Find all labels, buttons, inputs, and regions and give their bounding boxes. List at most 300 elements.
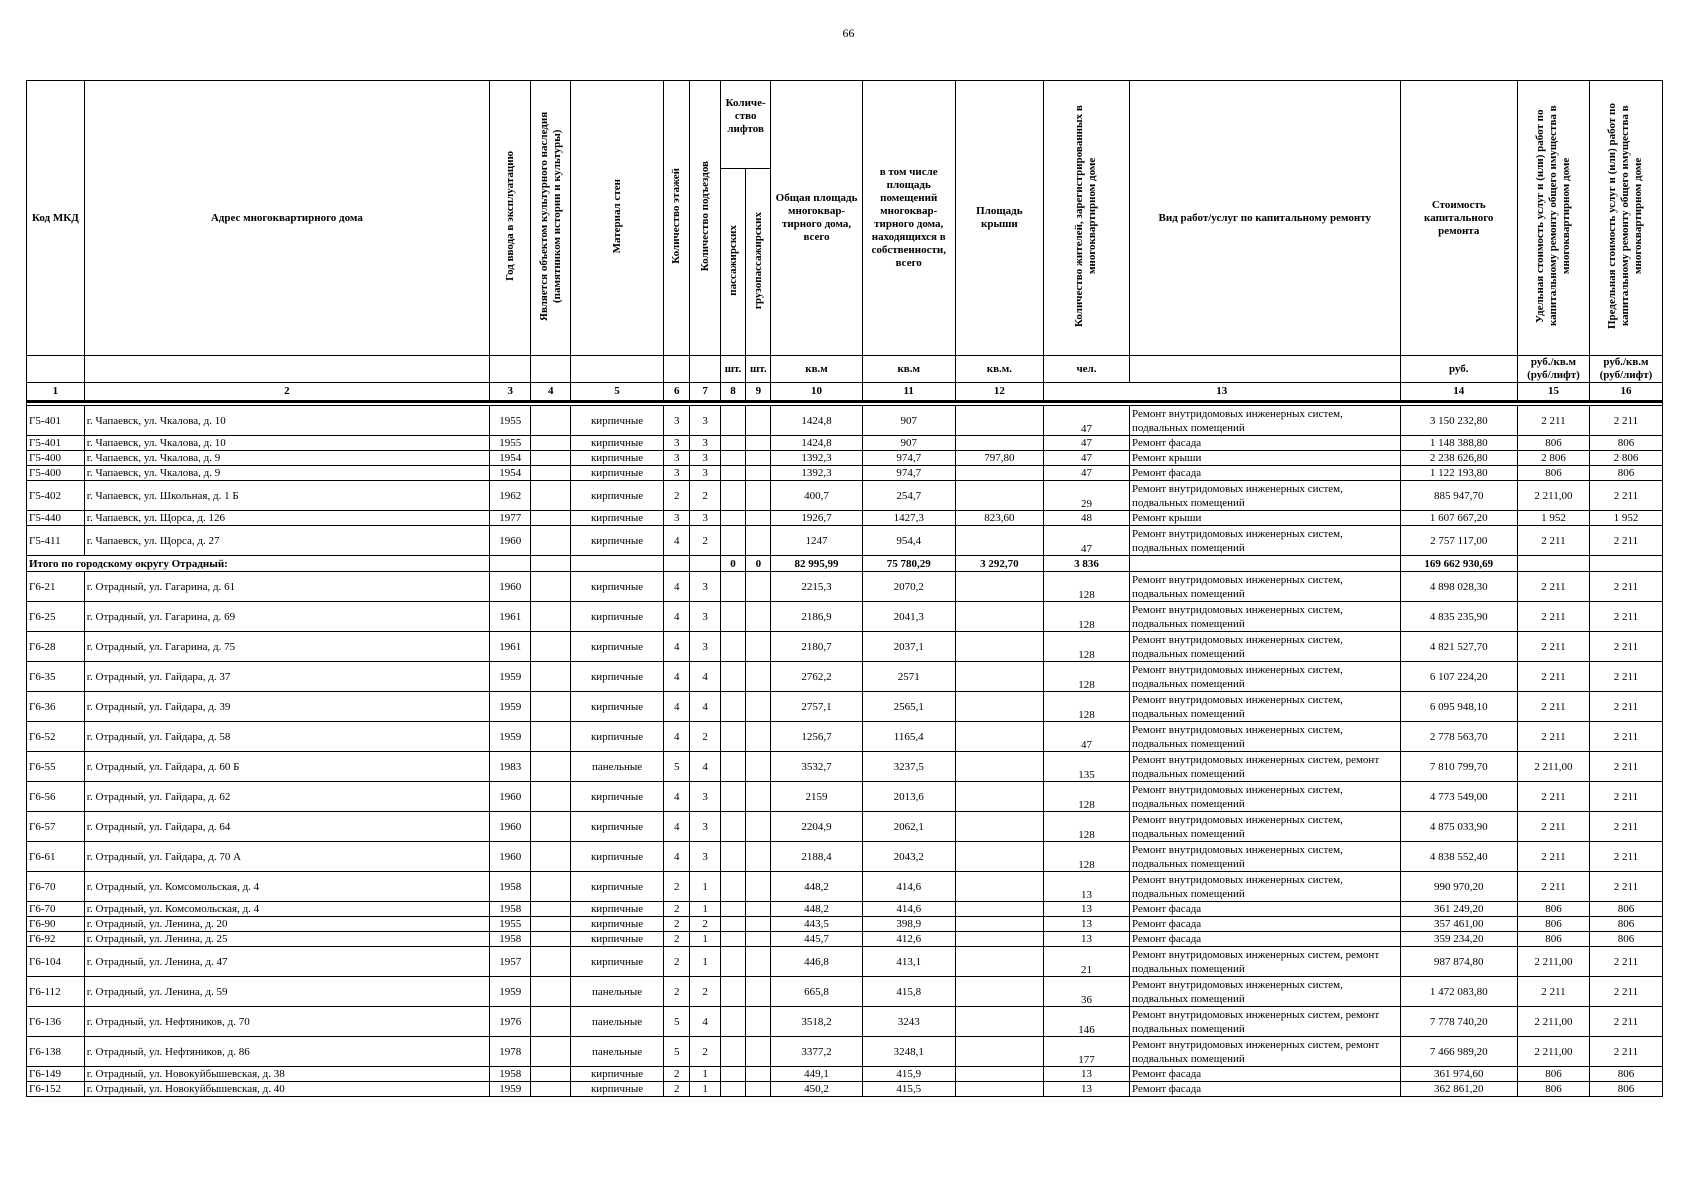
cell-address: г. Отрадный, ул. Новокуйбышевская, д. 38 [84, 1067, 489, 1082]
cell-max-cost: 806 [1589, 466, 1662, 481]
cell-total-area: 450,2 [771, 1082, 862, 1097]
cell-wall: кирпичные [570, 662, 663, 692]
cell-floors: 4 [664, 662, 690, 692]
cell-max-cost: 2 211 [1589, 977, 1662, 1007]
cell-total-area: 2215,3 [771, 572, 862, 602]
cell-entrances: 1 [690, 872, 720, 902]
table-row [27, 782, 1663, 812]
cell-total-area: 2186,9 [771, 602, 862, 632]
table-row [27, 632, 1663, 662]
cell-address: г. Отрадный, ул. Гайдара, д. 64 [84, 812, 489, 842]
cell-roof-area: 797,80 [955, 451, 1043, 466]
cell-work-type: Ремонт внутридомовых инженерных систем, подвальных помещений [1130, 406, 1400, 436]
cell-unit-cost: 2 211 [1518, 602, 1590, 632]
cell-cost: 4 821 527,70 [1400, 632, 1518, 662]
cell-owned-area: 2013,6 [862, 782, 955, 812]
cell-lifts-cargo [746, 1067, 771, 1082]
table-row [27, 662, 1663, 692]
cell-residents: 47 [1043, 406, 1129, 436]
header-year: Год ввода в эксплуатацию [489, 81, 531, 356]
cell-wall: панельные [570, 752, 663, 782]
table-row [27, 902, 1663, 917]
unit-cost: руб. [1400, 356, 1518, 383]
cell-code: Г6-35 [27, 662, 85, 692]
cell-year: 1962 [489, 481, 531, 511]
cell-residents: 128 [1043, 692, 1129, 722]
table-row [27, 917, 1663, 932]
cell-lifts-passenger [720, 526, 745, 556]
cell-residents: 21 [1043, 947, 1129, 977]
unit-owned: кв.м [862, 356, 955, 383]
cell-lifts-passenger [720, 572, 745, 602]
cell-roof-area [955, 662, 1043, 692]
cell-entrances: 3 [690, 466, 720, 481]
cell-roof-area [955, 917, 1043, 932]
cell-entrances: 3 [690, 451, 720, 466]
cell-unit-cost: 2 211,00 [1518, 1007, 1590, 1037]
cell-floors: 2 [664, 917, 690, 932]
table-body [27, 406, 1663, 1097]
table-row [27, 722, 1663, 752]
cell-residents: 47 [1043, 436, 1129, 451]
cell-lifts-cargo [746, 526, 771, 556]
cell-work-type: Ремонт фасада [1130, 932, 1400, 947]
cell-entrances: 1 [690, 1082, 720, 1097]
cell-max-cost: 2 211 [1589, 812, 1662, 842]
cell-address: г. Отрадный, ул. Комсомольская, д. 4 [84, 872, 489, 902]
cell-unit-cost: 806 [1518, 466, 1590, 481]
cell-code: Г6-56 [27, 782, 85, 812]
table-row [27, 451, 1663, 466]
cell-heritage [531, 466, 571, 481]
cell-wall: кирпичные [570, 917, 663, 932]
cell-code: Г6-136 [27, 1007, 85, 1037]
cell-total-area: 2180,7 [771, 632, 862, 662]
cell-cost: 987 874,80 [1400, 947, 1518, 977]
cell-owned-area: 2043,2 [862, 842, 955, 872]
cell-cost: 1 122 193,80 [1400, 466, 1518, 481]
cell-lifts-cargo [746, 977, 771, 1007]
cell-residents: 128 [1043, 602, 1129, 632]
header-total-area: Общая площадь многоквар-тирного дома, всего [771, 81, 862, 356]
cell-total-area: 445,7 [771, 932, 862, 947]
cell-unit-cost: 806 [1518, 1082, 1590, 1097]
cell-roof-area [955, 526, 1043, 556]
table-row [27, 511, 1663, 526]
cell-owned-area: 2037,1 [862, 632, 955, 662]
cell-lifts-passenger [720, 752, 745, 782]
cell-unit-cost: 1 952 [1518, 511, 1590, 526]
unit-max: руб./кв.м (руб/лифт) [1589, 356, 1662, 383]
cell-max-cost: 1 952 [1589, 511, 1662, 526]
table-row [27, 872, 1663, 902]
cell-floors: 3 [664, 436, 690, 451]
cell-roof-area [955, 752, 1043, 782]
column-number: 4 [531, 383, 571, 402]
table-row [27, 572, 1663, 602]
cell-wall: кирпичные [570, 947, 663, 977]
cell-roof-area [955, 1007, 1043, 1037]
column-number: 16 [1589, 383, 1662, 402]
cell-residents: 48 [1043, 511, 1129, 526]
cell-max-cost: 2 211 [1589, 602, 1662, 632]
cell-code: Г6-152 [27, 1082, 85, 1097]
header-roof-area: Площадь крыши [955, 81, 1043, 356]
cell-heritage [531, 1007, 571, 1037]
cell-entrances: 3 [690, 511, 720, 526]
cell-unit-cost: 806 [1518, 932, 1590, 947]
cell-owned-area: 412,6 [862, 932, 955, 947]
cell-residents: 13 [1043, 1067, 1129, 1082]
table-row [27, 436, 1663, 451]
cell-lifts-passenger [720, 602, 745, 632]
total-owned: 75 780,29 [862, 556, 955, 572]
cell-year: 1954 [489, 451, 531, 466]
cell-owned-area: 2571 [862, 662, 955, 692]
cell-year: 1954 [489, 466, 531, 481]
cell-max-cost: 2 211 [1589, 406, 1662, 436]
cell-wall: кирпичные [570, 436, 663, 451]
cell-entrances: 1 [690, 902, 720, 917]
header-entrances: Количество подъездов [690, 81, 720, 356]
table-row [27, 752, 1663, 782]
column-number: 3 [489, 383, 531, 402]
cell-code: Г5-401 [27, 436, 85, 451]
table-row [27, 812, 1663, 842]
cell-max-cost: 2 211 [1589, 722, 1662, 752]
cell-residents: 135 [1043, 752, 1129, 782]
cell-lifts-passenger [720, 947, 745, 977]
cell-wall: кирпичные [570, 451, 663, 466]
unit-total: кв.м [771, 356, 862, 383]
cell-year: 1960 [489, 842, 531, 872]
cell-unit-cost: 2 211 [1518, 406, 1590, 436]
cell-roof-area [955, 722, 1043, 752]
cell-owned-area: 974,7 [862, 466, 955, 481]
cell-owned-area: 907 [862, 436, 955, 451]
cell-total-area: 665,8 [771, 977, 862, 1007]
cell-cost: 362 861,20 [1400, 1082, 1518, 1097]
cell-address: г. Отрадный, ул. Гагарина, д. 75 [84, 632, 489, 662]
cell-heritage [531, 947, 571, 977]
cell-roof-area [955, 947, 1043, 977]
cell-wall: кирпичные [570, 782, 663, 812]
cell-year: 1960 [489, 812, 531, 842]
cell-floors: 2 [664, 932, 690, 947]
cell-residents: 47 [1043, 526, 1129, 556]
cell-unit-cost: 2 211,00 [1518, 1037, 1590, 1067]
cell-lifts-passenger [720, 722, 745, 752]
cell-entrances: 3 [690, 842, 720, 872]
cell-cost: 4 838 552,40 [1400, 842, 1518, 872]
cell-floors: 4 [664, 526, 690, 556]
cell-work-type: Ремонт фасада [1130, 917, 1400, 932]
cell-unit-cost: 2 211 [1518, 722, 1590, 752]
total-cargo: 0 [746, 556, 771, 572]
cell-residents: 36 [1043, 977, 1129, 1007]
cell-wall: кирпичные [570, 511, 663, 526]
cell-code: Г6-70 [27, 872, 85, 902]
cell-max-cost: 2 211 [1589, 662, 1662, 692]
cell-total-area: 448,2 [771, 872, 862, 902]
cell-lifts-cargo [746, 812, 771, 842]
cell-roof-area [955, 481, 1043, 511]
cell-unit-cost: 2 211 [1518, 842, 1590, 872]
cell-entrances: 3 [690, 602, 720, 632]
cell-floors: 4 [664, 782, 690, 812]
cell-wall: кирпичные [570, 872, 663, 902]
cell-max-cost: 2 806 [1589, 451, 1662, 466]
cell-entrances: 4 [690, 752, 720, 782]
cell-heritage [531, 406, 571, 436]
cell-floors: 5 [664, 752, 690, 782]
cell-wall: кирпичные [570, 481, 663, 511]
cell-year: 1958 [489, 902, 531, 917]
cell-entrances: 1 [690, 947, 720, 977]
cell-code: Г6-104 [27, 947, 85, 977]
cell-lifts-passenger [720, 1037, 745, 1067]
cell-owned-area: 415,8 [862, 977, 955, 1007]
header-wall: Материал стен [570, 81, 663, 356]
cell-lifts-cargo [746, 1037, 771, 1067]
cell-entrances: 2 [690, 977, 720, 1007]
table-row [27, 406, 1663, 436]
cell-owned-area: 2062,1 [862, 812, 955, 842]
cell-work-type: Ремонт внутридомовых инженерных систем, подвальных помещений [1130, 572, 1400, 602]
table-row [27, 1067, 1663, 1082]
table-row [27, 932, 1663, 947]
cell-code: Г5-402 [27, 481, 85, 511]
cell-work-type: Ремонт фасада [1130, 902, 1400, 917]
cell-year: 1978 [489, 1037, 531, 1067]
cell-code: Г6-92 [27, 932, 85, 947]
cell-wall: кирпичные [570, 466, 663, 481]
cell-roof-area [955, 692, 1043, 722]
total-total: 82 995,99 [771, 556, 862, 572]
cell-owned-area: 2041,3 [862, 602, 955, 632]
cell-entrances: 4 [690, 1007, 720, 1037]
cell-max-cost: 2 211 [1589, 526, 1662, 556]
cell-code: Г6-36 [27, 692, 85, 722]
cell-heritage [531, 632, 571, 662]
cell-heritage [531, 1082, 571, 1097]
cell-lifts-cargo [746, 932, 771, 947]
cell-lifts-cargo [746, 722, 771, 752]
cell-lifts-cargo [746, 632, 771, 662]
cell-max-cost: 806 [1589, 917, 1662, 932]
cell-work-type: Ремонт внутридомовых инженерных систем, подвальных помещений [1130, 722, 1400, 752]
column-number: 6 [664, 383, 690, 402]
cell-total-area: 3377,2 [771, 1037, 862, 1067]
cell-lifts-cargo [746, 436, 771, 451]
cell-code: Г6-21 [27, 572, 85, 602]
cell-lifts-cargo [746, 947, 771, 977]
cell-work-type: Ремонт внутридомовых инженерных систем, подвальных помещений [1130, 526, 1400, 556]
cell-address: г. Чапаевск, ул. Щорса, д. 27 [84, 526, 489, 556]
cell-lifts-passenger [720, 436, 745, 451]
cell-code: Г5-400 [27, 466, 85, 481]
cell-max-cost: 2 211 [1589, 752, 1662, 782]
cell-unit-cost: 2 806 [1518, 451, 1590, 466]
cell-address: г. Чапаевск, ул. Щорса, д. 126 [84, 511, 489, 526]
unit-roof: кв.м. [955, 356, 1043, 383]
cell-residents: 13 [1043, 917, 1129, 932]
cell-entrances: 2 [690, 1037, 720, 1067]
column-numbers-row [27, 383, 1663, 402]
unit-unit: руб./кв.м (руб/лифт) [1518, 356, 1590, 383]
cell-address: г. Отрадный, ул. Гайдара, д. 62 [84, 782, 489, 812]
header-unit-cost: Удельная стоимость услуг и (или) работ по капитальному ремонту общего имущества в многоквартирном доме [1518, 81, 1590, 356]
cell-lifts-cargo [746, 511, 771, 526]
cell-roof-area [955, 977, 1043, 1007]
cell-heritage [531, 692, 571, 722]
column-number: 14 [1400, 383, 1518, 402]
table-row [27, 602, 1663, 632]
cell-address: г. Отрадный, ул. Гайдара, д. 39 [84, 692, 489, 722]
cell-wall: кирпичные [570, 406, 663, 436]
cell-floors: 4 [664, 812, 690, 842]
cell-floors: 3 [664, 511, 690, 526]
table-row [27, 526, 1663, 556]
cell-total-area: 2188,4 [771, 842, 862, 872]
column-number: 5 [570, 383, 663, 402]
cell-address: г. Отрадный, ул. Нефтяников, д. 70 [84, 1007, 489, 1037]
cell-max-cost: 2 211 [1589, 632, 1662, 662]
cell-code: Г5-440 [27, 511, 85, 526]
total-cost: 169 662 930,69 [1400, 556, 1518, 572]
cell-owned-area: 1165,4 [862, 722, 955, 752]
cell-work-type: Ремонт внутридомовых инженерных систем, подвальных помещений [1130, 692, 1400, 722]
cell-code: Г6-112 [27, 977, 85, 1007]
cell-address: г. Отрадный, ул. Гагарина, д. 69 [84, 602, 489, 632]
cell-year: 1955 [489, 917, 531, 932]
cell-unit-cost: 806 [1518, 436, 1590, 451]
cell-lifts-passenger [720, 692, 745, 722]
cell-address: г. Отрадный, ул. Новокуйбышевская, д. 40 [84, 1082, 489, 1097]
cell-residents: 13 [1043, 872, 1129, 902]
cell-floors: 3 [664, 466, 690, 481]
cell-lifts-passenger [720, 451, 745, 466]
cell-lifts-passenger [720, 481, 745, 511]
cell-unit-cost: 2 211,00 [1518, 481, 1590, 511]
cell-owned-area: 3237,5 [862, 752, 955, 782]
cell-address: г. Чапаевск, ул. Чкалова, д. 10 [84, 436, 489, 451]
cell-work-type: Ремонт внутридомовых инженерных систем, ремонт подвальных помещений [1130, 947, 1400, 977]
cell-total-area: 400,7 [771, 481, 862, 511]
column-number: 12 [955, 383, 1043, 402]
cell-code: Г6-61 [27, 842, 85, 872]
cell-heritage [531, 511, 571, 526]
cell-heritage [531, 1037, 571, 1067]
cell-owned-area: 414,6 [862, 902, 955, 917]
cell-wall: кирпичные [570, 902, 663, 917]
cell-heritage [531, 481, 571, 511]
cell-lifts-passenger [720, 917, 745, 932]
cell-address: г. Чапаевск, ул. Школьная, д. 1 Б [84, 481, 489, 511]
cell-wall: кирпичные [570, 1067, 663, 1082]
table-row [27, 466, 1663, 481]
cell-owned-area: 3243 [862, 1007, 955, 1037]
table-row [27, 947, 1663, 977]
cell-roof-area [955, 436, 1043, 451]
cell-total-area: 1392,3 [771, 466, 862, 481]
cell-wall: кирпичные [570, 632, 663, 662]
cell-lifts-cargo [746, 752, 771, 782]
cell-unit-cost: 2 211 [1518, 662, 1590, 692]
total-res: 3 836 [1043, 556, 1129, 572]
cell-floors: 2 [664, 947, 690, 977]
cell-year: 1958 [489, 872, 531, 902]
cell-roof-area [955, 632, 1043, 662]
cell-lifts-passenger [720, 662, 745, 692]
cell-code: Г6-149 [27, 1067, 85, 1082]
header-cost: Стоимость капитального ремонта [1400, 81, 1518, 356]
cell-residents: 128 [1043, 782, 1129, 812]
cell-unit-cost: 2 211 [1518, 692, 1590, 722]
cell-lifts-cargo [746, 481, 771, 511]
table-row [27, 1007, 1663, 1037]
cell-roof-area [955, 1082, 1043, 1097]
cell-year: 1959 [489, 692, 531, 722]
cell-lifts-cargo [746, 662, 771, 692]
cell-cost: 357 461,00 [1400, 917, 1518, 932]
cell-wall: кирпичные [570, 692, 663, 722]
cell-residents: 128 [1043, 842, 1129, 872]
cell-residents: 128 [1043, 812, 1129, 842]
cell-roof-area [955, 932, 1043, 947]
cell-total-area: 2204,9 [771, 812, 862, 842]
cell-max-cost: 2 211 [1589, 842, 1662, 872]
cell-wall: кирпичные [570, 842, 663, 872]
cell-address: г. Отрадный, ул. Гагарина, д. 61 [84, 572, 489, 602]
cell-unit-cost: 2 211,00 [1518, 947, 1590, 977]
cell-heritage [531, 932, 571, 947]
cell-floors: 4 [664, 722, 690, 752]
cell-year: 1961 [489, 602, 531, 632]
cell-work-type: Ремонт внутридомовых инженерных систем, ремонт подвальных помещений [1130, 752, 1400, 782]
cell-floors: 4 [664, 842, 690, 872]
cell-unit-cost: 806 [1518, 1067, 1590, 1082]
cell-floors: 3 [664, 451, 690, 466]
table-row [27, 1082, 1663, 1097]
cell-wall: кирпичные [570, 526, 663, 556]
cell-entrances: 2 [690, 526, 720, 556]
cell-max-cost: 806 [1589, 1067, 1662, 1082]
cell-floors: 2 [664, 1082, 690, 1097]
cell-floors: 3 [664, 406, 690, 436]
cell-lifts-cargo [746, 1007, 771, 1037]
cell-unit-cost: 2 211,00 [1518, 752, 1590, 782]
cell-max-cost: 2 211 [1589, 1037, 1662, 1067]
cell-lifts-passenger [720, 1082, 745, 1097]
cell-total-area: 2762,2 [771, 662, 862, 692]
cell-lifts-passenger [720, 1067, 745, 1082]
unit-cargo: шт. [746, 356, 771, 383]
cell-lifts-cargo [746, 602, 771, 632]
cell-roof-area [955, 782, 1043, 812]
cell-work-type: Ремонт внутридомовых инженерных систем, подвальных помещений [1130, 842, 1400, 872]
cell-cost: 4 898 028,30 [1400, 572, 1518, 602]
cell-residents: 13 [1043, 1082, 1129, 1097]
cell-unit-cost: 2 211 [1518, 812, 1590, 842]
cell-cost: 2 757 117,00 [1400, 526, 1518, 556]
cell-entrances: 4 [690, 662, 720, 692]
cell-cost: 4 835 235,90 [1400, 602, 1518, 632]
column-number: 9 [746, 383, 771, 402]
cell-wall: панельные [570, 1037, 663, 1067]
cell-heritage [531, 572, 571, 602]
cell-total-area: 1926,7 [771, 511, 862, 526]
